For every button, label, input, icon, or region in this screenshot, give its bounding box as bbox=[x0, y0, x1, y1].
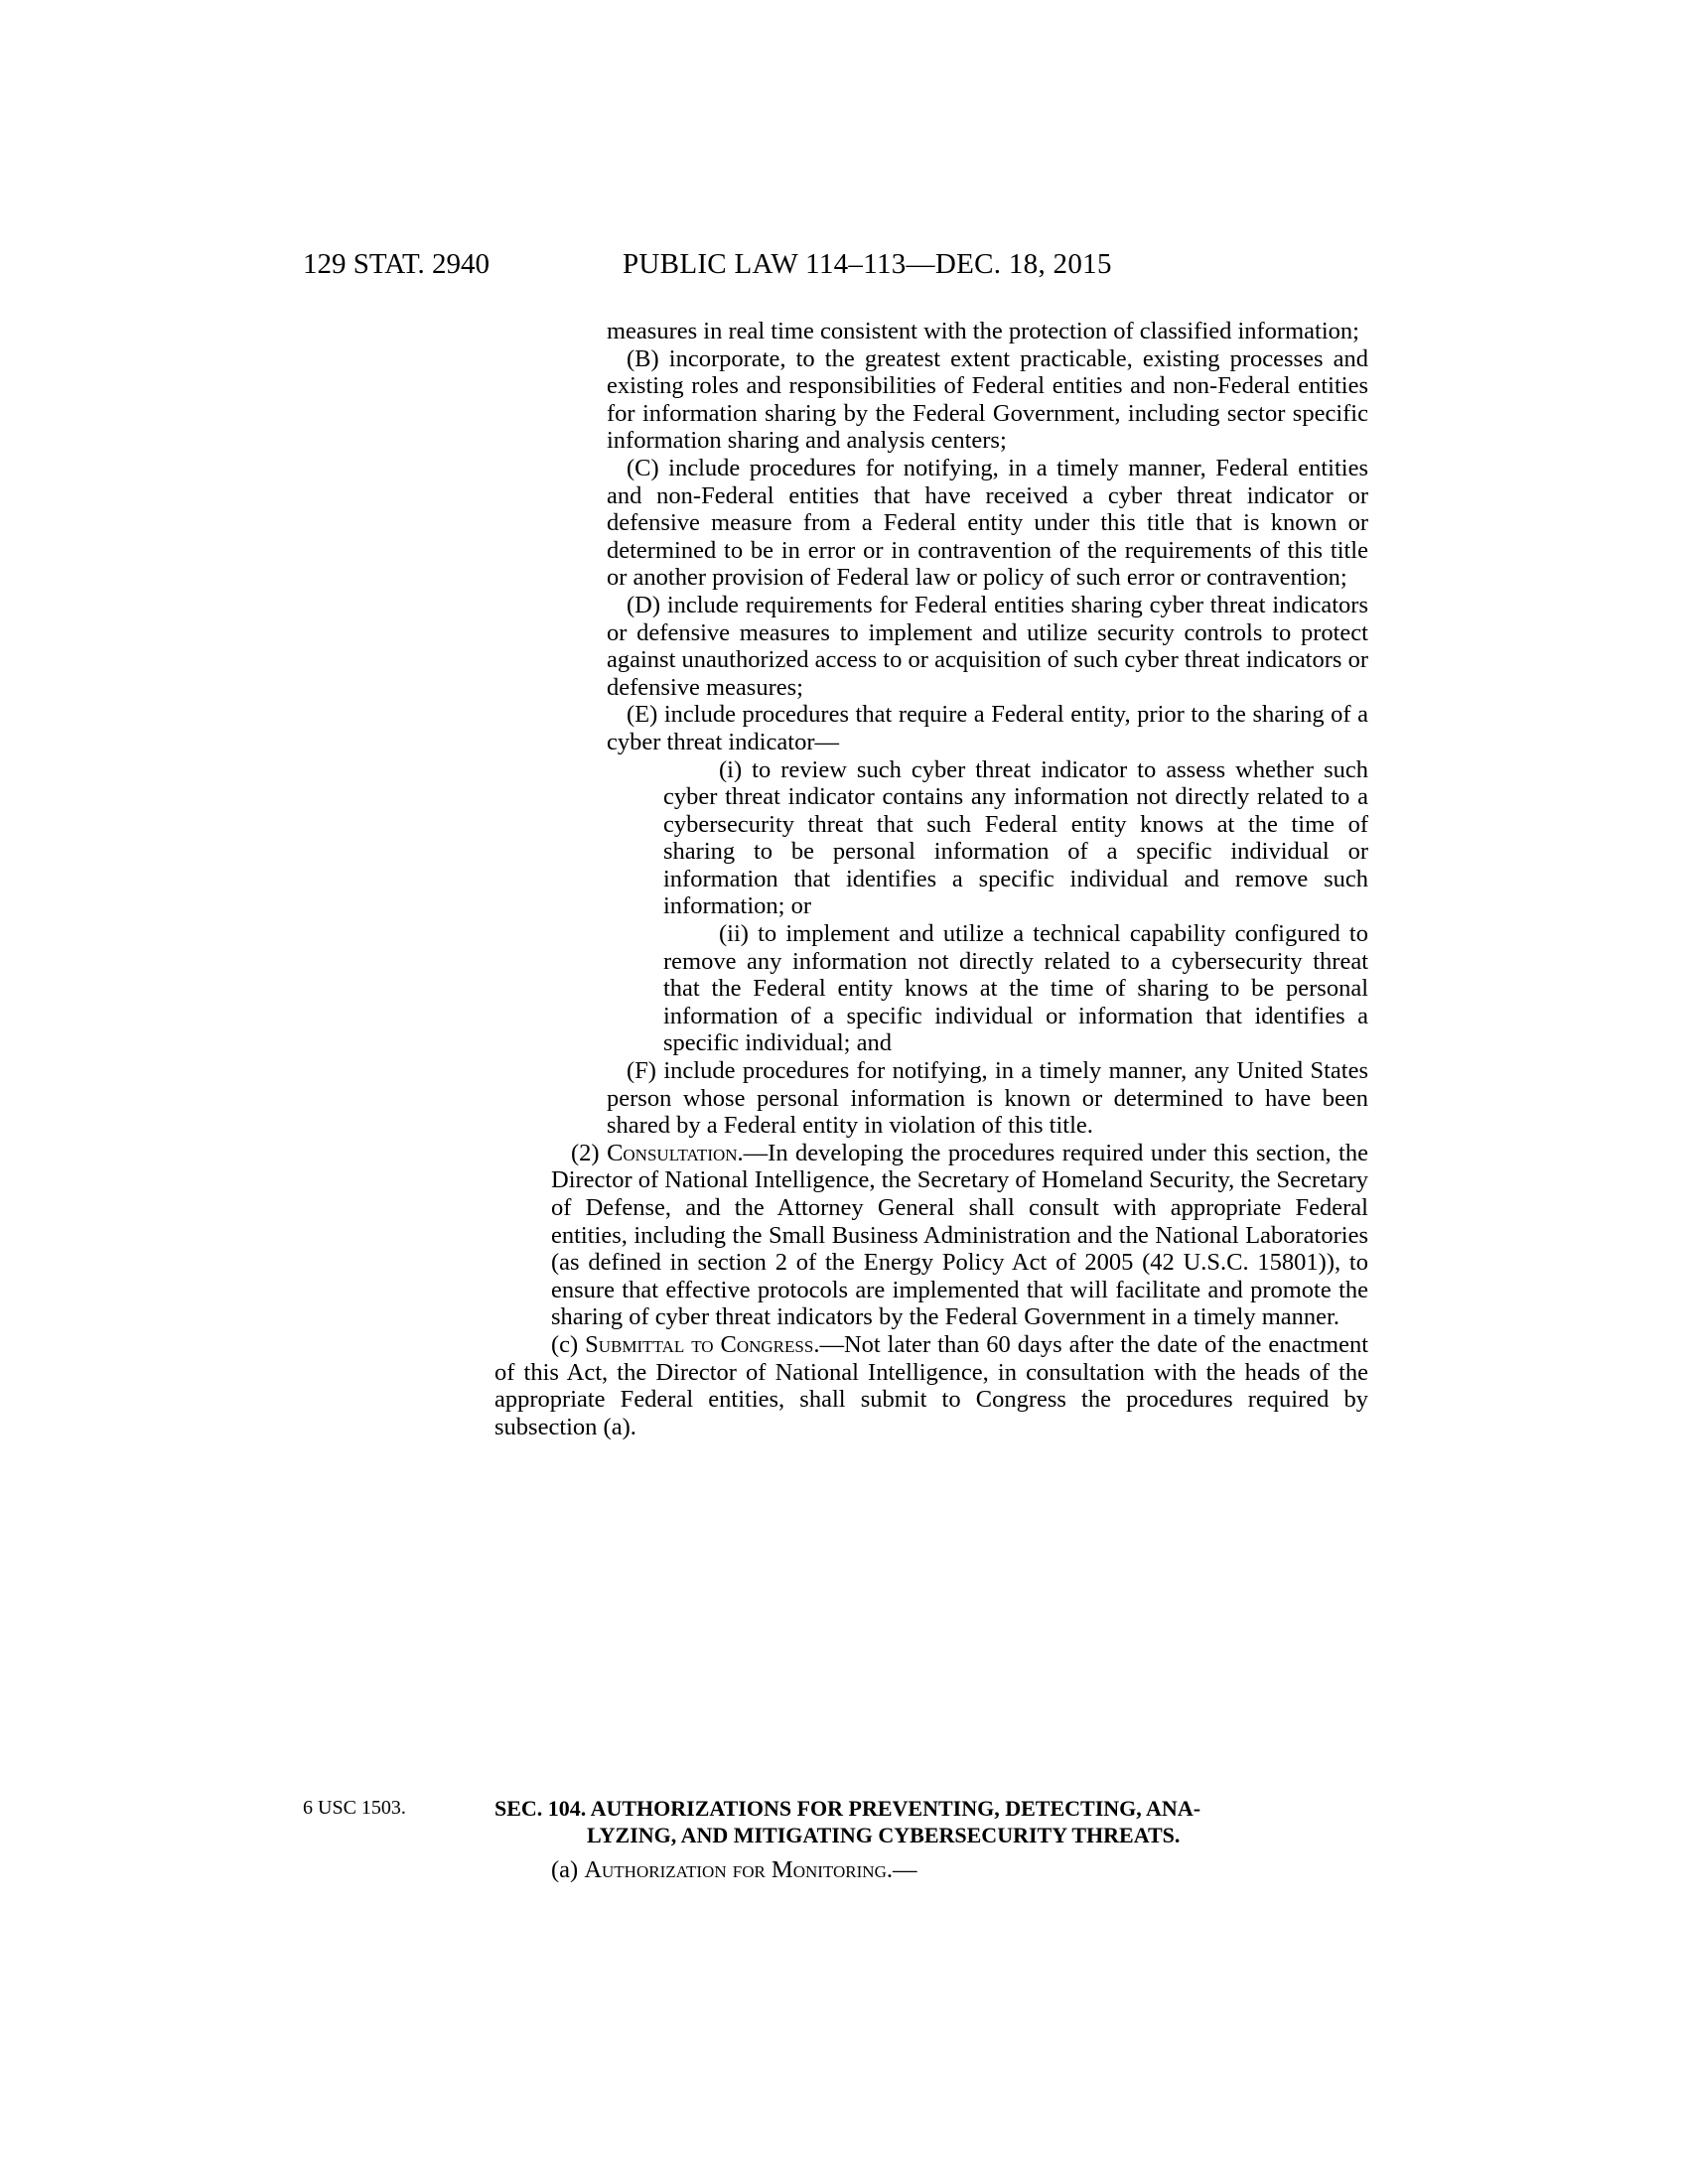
paragraph-f: (F) include procedures for notifying, in a timely manner, any United States person whose personal information is known or determined to have been shared by a Federal entity in violation of this title. bbox=[607, 1057, 1368, 1140]
paragraph-continuation: measures in real time consistent with the protection of classified information; bbox=[607, 318, 1359, 344]
subsection-c-submittal bbox=[494, 1331, 1368, 1440]
paragraph-b: (B) incorporate, to the greatest extent practicable, existing processes and existing roles and responsibilities of Federal entities and non-Federal entities for information sharing by the Federal Government, including sector specific information sharing and analysis centers; bbox=[607, 344, 1368, 455]
margin-note-usc: 6 USC 1503. bbox=[303, 1797, 406, 1819]
clause-e-i: (i) to review such cyber threat indicator to assess whether such cyber threat indicator contains any information not directly related to a cybersecurity threat that such Federal entity knows at the time of sharing to be personal information of a specific individual or information that identifies a specific individual and remove such information; or bbox=[663, 755, 1368, 920]
page-header bbox=[303, 248, 1365, 288]
section-heading-line-1: SEC. 104. AUTHORIZATIONS FOR PREVENTING, DETECTING, ANA- bbox=[494, 1796, 1201, 1821]
paragraph-d: (D) include requirements for Federal entities sharing cyber threat indicators or defensive measures to implement and utilize security controls to protect against unauthorized access to or acquisition of such cyber threat indicators or defensive measures; bbox=[607, 591, 1368, 701]
body-text bbox=[494, 318, 1368, 1440]
subsection-a-dash: .— bbox=[886, 1856, 917, 1883]
subsection-a-title: Authorization for Monitoring bbox=[584, 1856, 887, 1883]
subsection-a-heading bbox=[551, 1856, 916, 1884]
subsection-c-heading: Submittal to Congress bbox=[585, 1330, 814, 1358]
paragraph-2-label: (2) bbox=[571, 1139, 608, 1166]
subsection-c-text: .—Not later than 60 days after the date of the enactment of this Act, the Director of National Intelligence, in consultation with the heads of the appropriate Federal entities, shall submit to Congress the procedures required by subsection (a). bbox=[494, 1330, 1368, 1440]
subsection-c-label: (c) bbox=[551, 1330, 586, 1358]
stat-citation: 129 STAT. 2940 bbox=[303, 248, 491, 280]
clause-e-ii: (ii) to implement and utilize a technical capability configured to remove any information not directly related to a cybersecurity threat that the Federal entity knows at the time of sharing to be personal information of a specific individual or information that identifies a specific individual; and bbox=[663, 920, 1368, 1057]
paragraph-2-text: .—In developing the procedures required under this section, the Director of National Intelligence, the Secretary of Homeland Security, the Secretary of Defense, and the Attorney General shall consult with appropriate Federal entities, including the Small Business Administration and the National Laboratories (as defined in section 2 of the Energy Policy Act of 2005 (42 U.S.C. 15801)), to ensure that effective protocols are implemented that will facilitate and promote the sharing of cyber threat indicators by the Federal Government in a timely manner. bbox=[551, 1139, 1368, 1331]
law-title: PUBLIC LAW 114–113—DEC. 18, 2015 bbox=[623, 248, 1112, 280]
subsection-a-label: (a) bbox=[551, 1856, 585, 1883]
section-heading-line-2: LYZING, AND MITIGATING CYBERSECURITY THREATS. bbox=[587, 1823, 1181, 1847]
paragraph-c: (C) include procedures for notifying, in a timely manner, Federal entities and non-Federal entities that have received a cyber threat indicator or defensive measure from a Federal entity under this title that is known or determined to be in error or in contravention of the requirements of this title or another provision of Federal law or policy of such error or contravention; bbox=[607, 454, 1368, 592]
paragraph-2-consultation bbox=[551, 1140, 1368, 1331]
paragraph-e: (E) include procedures that require a Federal entity, prior to the sharing of a cyber threat indicator— bbox=[607, 701, 1368, 755]
paragraph-2-heading: Consultation bbox=[607, 1139, 738, 1166]
section-104-heading bbox=[494, 1795, 1368, 1848]
